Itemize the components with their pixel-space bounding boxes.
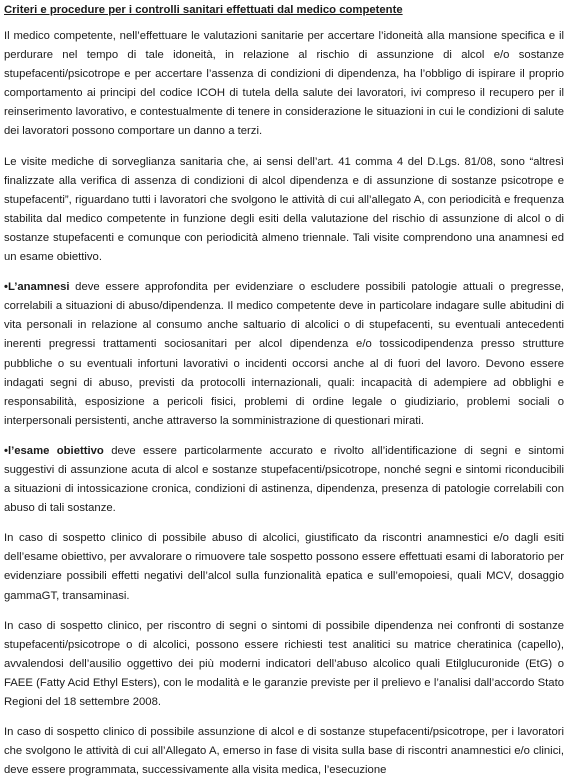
- paragraph-text: In caso di sospetto clinico di possibile abuso di alcolici, giustificato da riscontri anamnestici e/o dagli esiti dell’esame obiettivo, per avvalorare o rimuovere tale sospetto possono essere effettuati esami di laboratorio per evidenziare possibili effetti negativi dell’alcol sulla funzionalità epatica e sull’emopoiesi, quali MCV, dosaggio gammaGT, transaminasi.: [4, 532, 564, 602]
- paragraph-medico-competente: [4, 27, 564, 142]
- paragraph-text: Le visite mediche di sorveglianza sanitaria che, ai sensi dell’art. 41 comma 4 del D.Lgs. 81/08, sono “altresì finalizzate alla verifica di assenza di condizioni di alcol dipendenza e di assunzione di sostanze psicotrope e stupefacenti”, riguardano tutti i lavoratori che svolgono le attività di cui all’allegato A, con periodicità e frequenza stabilita dal medico competente in funzione degli esiti della valutazione del rischio di assunzione di alcol o di sostanze stupefacenti e comunque con periodicità almeno triennale. Tali visite comprendono una anamnesi ed un esame obiettivo.: [4, 155, 564, 264]
- paragraph-anamnesi: [4, 278, 564, 431]
- paragraph-sospetto-dipendenza: [4, 617, 564, 712]
- paragraph-text: Il medico competente, nell’effettuare le valutazioni sanitarie per accertare l’idoneità alla mansione specifica e il perdurare nel tempo di tale idoneità, in relazione al rischio di assunzione di alcol e/o sostanze stupefacenti/psicotrope e per accertare l’assenza di condizioni di dipendenza, ha l’obbligo di ispirare il proprio comportamento ai principi del codice ICOH di tutela della salute dei lavoratori, ivi compreso il recupero per il reinserimento lavorativo, e contestualmente di tenere in considerazione le situazioni in cui le condizioni di salute dei lavoratori possono comportare un danno a terzi.: [4, 30, 564, 138]
- paragraph-text: In caso di sospetto clinico di possibile assunzione di alcol e di sostanze stupefacenti/psicotrope, per i lavoratori che svolgono le attività di cui all’Allegato A, emerso in fase di visita sulla base di riscontri anamnestici e/o clinici, deve essere programmata, successivamente alla visita medica, l’esecuzione: [4, 726, 564, 777]
- paragraph-text: deve essere particolarmente accurato e rivolto all’identificazione di segni e sintomi suggestivi di assunzione acuta di alcol e sostanze stupefacenti/psicotrope, nonché segni e sintomi riconducibili a situazioni di intossicazione cronica, condizioni di astinenza, dipendenza, presenza di patologie correlabili con abuso di tali sostanze.: [4, 444, 564, 515]
- paragraph-visite-mediche: [4, 153, 564, 268]
- paragraph-sospetto-assunzione: [4, 723, 564, 780]
- document-title: Criteri e procedure per i controlli sanitari effettuati dal medico competente: [4, 4, 403, 16]
- bullet-lead-esame-obiettivo: •l’esame obiettivo: [4, 444, 104, 457]
- paragraph-text: deve essere approfondita per evidenziare o escludere possibili patologie attuali o pregresse, correlabili a situazioni di abuso/dipendenza. Il medico competente deve in particolare indagare sulle abitudini di vita personali in relazione al consumo anche saltuario di alcolici o di stupefacenti, su eventuali antecedenti inerenti pregressi trattamenti sociosanitari per alcol dipendenza e/o tossicodipendenza presso strutture pubbliche o su eventuali infortuni lavorativi o incidenti occorsi anche al di fuori del lavoro. Devono essere indagati segni di abuso, previsti da protocolli internazionali, quali: incapacità di adempiere ad obblighi e responsabilità, esposizione a pericoli fisici, problemi di ordine legale o giudiziario, problemi sociali o interpersonali persistenti, anche attraverso la somministrazione di questionari mirati.: [4, 281, 564, 427]
- paragraph-esame-obiettivo: [4, 442, 564, 518]
- paragraph-sospetto-alcolici: [4, 529, 564, 605]
- paragraph-text: In caso di sospetto clinico, per riscontro di segni o sintomi di possibile dipendenza nei confronti di sostanze stupefacenti/psicotrope o di alcolici, possono essere richiesti test analitici su matrice cheratinica (capello), avvalendosi dell’ausilio oggettivo dei più moderni indicatori dell’abuso alcolico quali Etilglucuronide (EtG) o FAEE (Fatty Acid Ethyl Esters), con le modalità e le garanzie previste per il prelievo e l’analisi dall’accordo Stato Regioni del 18 settembre 2008.: [4, 619, 564, 708]
- bullet-lead-anamnesi: •L’anamnesi: [4, 281, 70, 294]
